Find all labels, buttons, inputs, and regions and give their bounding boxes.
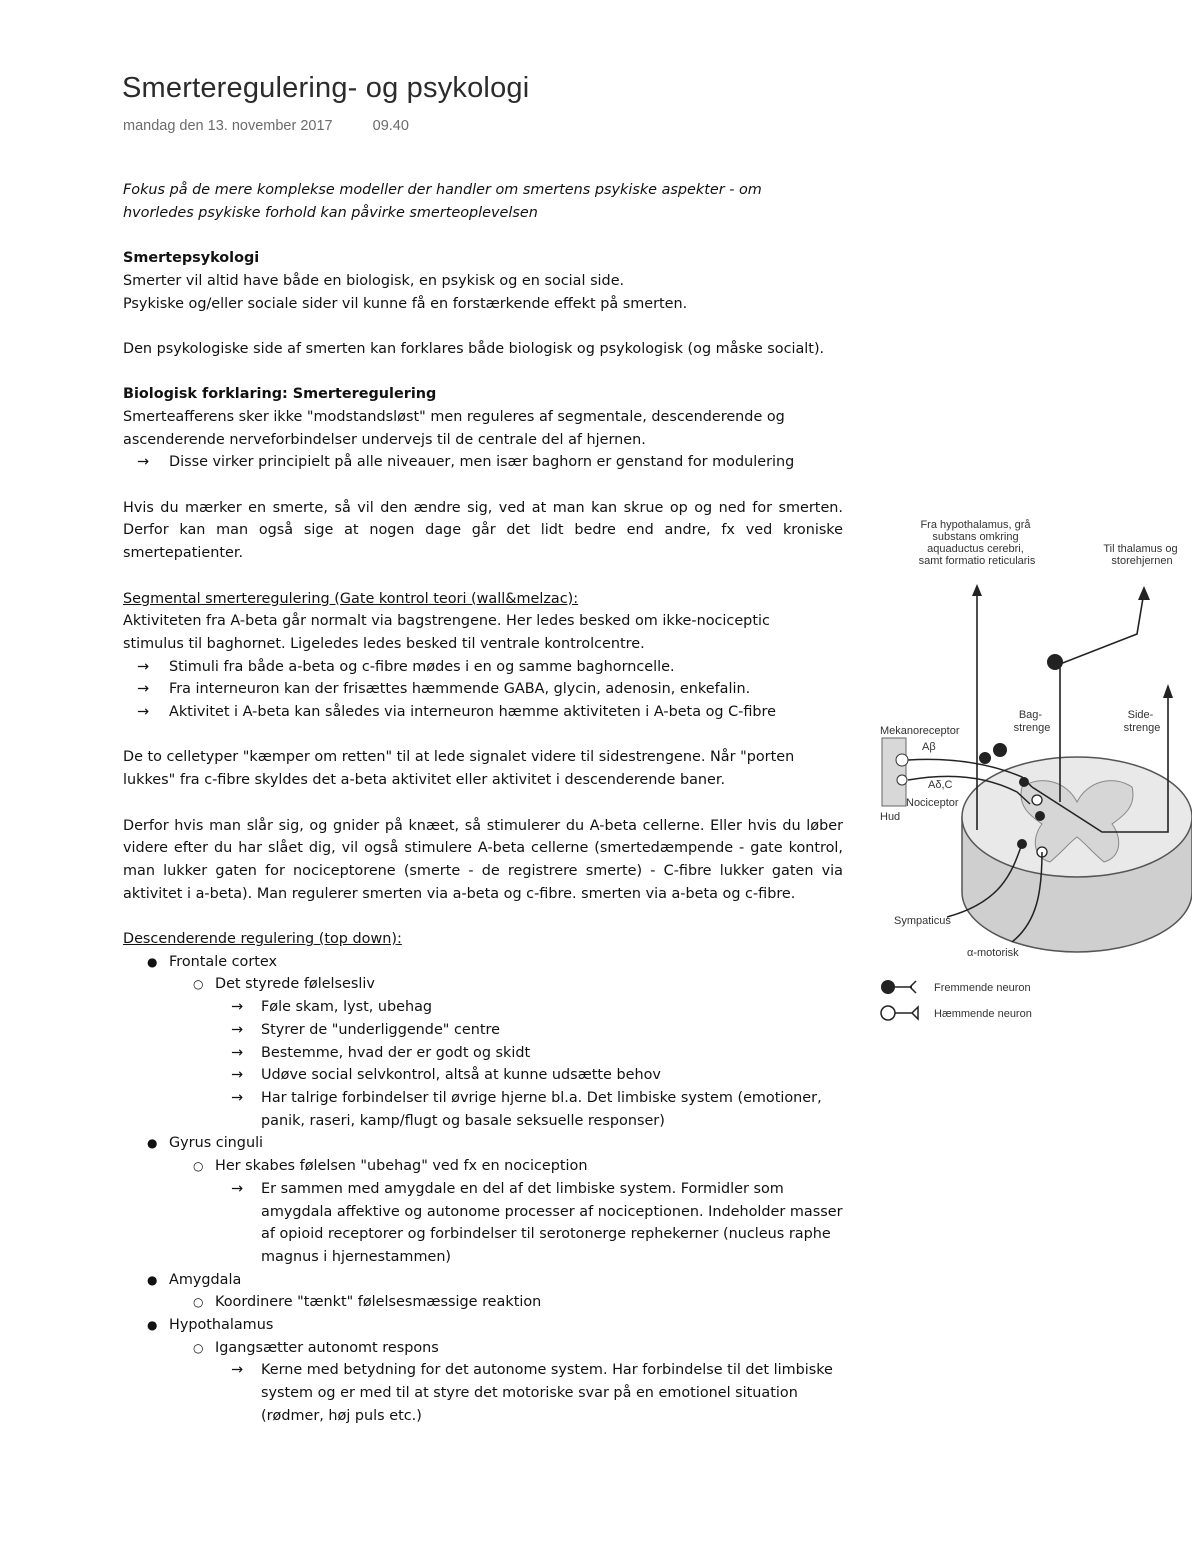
note-body xyxy=(123,179,843,1428)
page-title: Smerteregulering- og psykologi xyxy=(122,72,530,104)
arrow-icon: → xyxy=(137,658,150,675)
list-item: → Kerne med betydning for det autonome system. Har forbindelse til det limbiske system og er med til at styre det motoriske svar på en emotionel situation (rødmer, høj puls etc.) xyxy=(215,1359,855,1427)
paragraph: Hvis du mærker en smerte, så vil den ændre sig, ved at man kan skrue op og ned for smerten. Derfor kan man også sige at nogen dage går det lidt bedre end andre, fx ved kroniske smertepatienter. xyxy=(123,499,843,562)
arrow-icon: → xyxy=(137,454,150,471)
text-line: Smerteafferens sker ikke "modstandsløst" men reguleres af segmentale, descenderende og xyxy=(123,408,785,425)
list-item: → Bestemme, hvad der er godt og skidt xyxy=(215,1042,855,1065)
label-abeta: Aβ xyxy=(922,741,936,753)
paragraph: De to celletyper "kæmper om retten" til at lede signalet videre til sidestrengene. Når "porten lukkes" fra c-fibre skyldes det a-beta aktivitet eller aktivitet i descenderende baner. xyxy=(123,749,795,789)
heading-segmental: Segmental smerteregulering (Gate kontrol teori (wall&melzac): xyxy=(123,590,579,607)
label-nociceptor: Nociceptor xyxy=(906,797,959,809)
intro-line-1: Fokus på de mere komplekse modeller der handler om smertens psykiske aspekter - om xyxy=(123,182,762,198)
label-hud: Hud xyxy=(880,811,901,823)
excitatory-synapse xyxy=(1047,654,1063,670)
label-mekanoreceptor: Mekanoreceptor xyxy=(880,725,960,737)
list-item: ● Frontale cortex ○ Det styrede følelsesliv → Føle skam, lyst, ubehag → Styrer de "underliggende" centre → Bestemme, hvad der er godt og skidt → Udøve social selvkontrol, altså at kunne udsætte behov → Har talrige forbindelser til øvrige hjerne bl.a. Det limbiske system (emotioner, panik, raseri, kamp/flugt og basale seksuelle responser) xyxy=(123,951,843,1133)
page-metadata xyxy=(123,118,409,134)
list-item: ● Gyrus cinguli ○ Her skabes følelsen "ubehag" ved fx en nociception → Er sammen med amygdale en del af det limbiske system. Formidler som amygdala affektive og autonome processer af nociceptionen. Indeholder masser af opioid receptorer og forbindelser til serotonerge rephekerner (nucleus raphe magnus i hjernestammen) xyxy=(123,1132,843,1268)
bullet-list xyxy=(123,951,843,1428)
arrow-item: → Disse virker principielt på alle niveauer, men især baghorn er genstand for modulering xyxy=(123,451,843,474)
legend-inhibitory-icon xyxy=(881,1006,895,1020)
arrow-icon: → xyxy=(137,704,150,721)
spinal-cord-gate-diagram xyxy=(872,512,1192,1032)
bullet-icon: ● xyxy=(147,954,158,969)
label-sympaticus: Sympaticus xyxy=(894,915,951,927)
excitatory-synapse xyxy=(993,743,1007,757)
text-line: ascenderende nerveforbindelser undervejs til de centrale del af hjernen. xyxy=(123,431,646,448)
mechanoreceptor-icon xyxy=(896,754,908,766)
heading-smertepsykologi: Smertepsykologi xyxy=(123,250,260,267)
list-item: ○ Koordinere "tænkt" følelsesmæssige reaktion xyxy=(169,1291,843,1314)
heading-biologisk: Biologisk forklaring: Smerteregulering xyxy=(123,386,437,403)
nociceptor-icon xyxy=(897,775,907,785)
arrow-icon: → xyxy=(231,999,244,1016)
list-item: ● Hypothalamus ○ Igangsætter autonomt respons → Kerne med betydning for det autonome system. Har forbindelse til det limbiske system og er med til at styre det motoriske svar på en emotionel situation (rødmer, høj puls etc.) xyxy=(123,1314,843,1428)
skin-block xyxy=(882,738,906,806)
inhibitory-synapse xyxy=(1032,795,1042,805)
text-line: Psykiske og/eller sociale sider vil kunne få en forstærkende effekt på smerten. xyxy=(123,295,688,312)
list-item: → Har talrige forbindelser til øvrige hjerne bl.a. Det limbiske system (emotioner, panik, raseri, kamp/flugt og basale seksuelle responser) xyxy=(215,1087,855,1132)
page-date: mandag den 13. november 2017 xyxy=(123,118,333,134)
label-thalamus: Til thalamus og storehjernen xyxy=(1103,543,1178,567)
arrow-icon: → xyxy=(231,1044,244,1061)
paragraph: Derfor hvis man slår sig, og gnider på knæet, så stimulerer du A-beta cellerne. Eller hvis du løber videre efter du har slået dig, vil også stimulere A-beta cellerne (smertedæmpende - gate kontrol, man lukker gaten for nociceptorene (smerte - de registrere smerte) - C-fibre lukker gaten via aktivitet i a-beta). Man regulerer smerten via a-beta og c-fibre. smerten via a-beta og c-fibre. xyxy=(123,817,843,902)
label-bagstrenge: Bag- strenge xyxy=(1013,709,1051,734)
arrow-icon: → xyxy=(137,681,150,698)
page-time: 09.40 xyxy=(372,118,409,134)
legend-excitatory-icon xyxy=(881,980,895,994)
arrow-icon: → xyxy=(231,1362,244,1379)
label-sidestrenge: Side- strenge xyxy=(1123,709,1161,734)
intro-line-2: hvorledes psykiske forhold kan påvirke smerteoplevelsen xyxy=(123,204,538,221)
arrow-head xyxy=(1138,586,1150,600)
label-motorisk: α-motorisk xyxy=(967,947,1019,959)
text-line: Smerter vil altid have både en biologisk, en psykisk og en social side. xyxy=(123,272,625,289)
list-item: → Udøve social selvkontrol, altså at kunne udsætte behov xyxy=(215,1064,855,1087)
arrow-icon: → xyxy=(231,1090,244,1106)
arrow-item: → Fra interneuron kan der frisættes hæmmende GABA, glycin, adenosin, enkefalin. xyxy=(123,678,843,701)
list-item: → Styrer de "underliggende" centre xyxy=(215,1019,855,1042)
bullet-icon: ● xyxy=(147,1318,158,1333)
text-line: Den psykologiske side af smerten kan forklares både biologisk og psykologisk (og måske socialt). xyxy=(123,340,825,357)
arrow-icon: → xyxy=(231,1067,244,1084)
list-item: ○ Igangsætter autonomt respons → Kerne med betydning for det autonome system. Har forbindelse til det limbiske system og er med til at styre det motoriske svar på en emotionel situation (rødmer, høj puls etc.) xyxy=(169,1337,843,1428)
circle-bullet-icon: ○ xyxy=(193,1295,204,1310)
arrow-item: → Aktivitet i A-beta kan således via interneuron hæmme aktiviteten i A-beta og C-fibre xyxy=(123,701,843,724)
excitatory-synapse xyxy=(979,752,991,764)
list-item: ○ Her skabes følelsen "ubehag" ved fx en nociception → Er sammen med amygdale en del af det limbiske system. Formidler som amygdala affektive og autonome processer af nociceptionen. Indeholder masser af opioid receptorer og forbindelser til serotonerge rephekerner (nucleus raphe magnus i hjernestammen) xyxy=(169,1155,843,1269)
legend-inhibitory: Hæmmende neuron xyxy=(934,1008,1032,1020)
circle-bullet-icon: ○ xyxy=(193,1159,204,1174)
text-line: Aktiviteten fra A-beta går normalt via bagstrengene. Her ledes besked om ikke-nociceptic xyxy=(123,613,770,630)
list-item: → Føle skam, lyst, ubehag xyxy=(215,996,855,1019)
excitatory-synapse xyxy=(1035,811,1045,821)
text-line: stimulus til baghornet. Ligeledes ledes besked til ventrale kontrolcentre. xyxy=(123,635,645,652)
label-adelta-c: Aδ,C xyxy=(928,779,953,791)
list-item: ○ Det styrede følelsesliv → Føle skam, lyst, ubehag → Styrer de "underliggende" centre → Bestemme, hvad der er godt og skidt → Udøve social selvkontrol, altså at kunne udsætte behov → Har talrige forbindelser til øvrige hjerne bl.a. Det limbiske system (emotioner, panik, raseri, kamp/flugt og basale seksuelle responser) xyxy=(169,973,843,1132)
bullet-icon: ● xyxy=(147,1272,158,1287)
label-hypothalamus: Fra hypothalamus, grå substans omkring aquaductus cerebri, samt formatio reticularis xyxy=(918,519,1036,567)
arrow-head xyxy=(1163,684,1173,698)
list-item: → Er sammen med amygdale en del af det limbiske system. Formidler som amygdala affektive og autonome processer af nociceptionen. Indeholder masser af opioid receptorer og forbindelser til serotonerge rephekerner (nucleus raphe magnus i hjernestammen) xyxy=(215,1178,855,1269)
arrow-item: → Stimuli fra både a-beta og c-fibre mødes i en og samme baghorncelle. xyxy=(123,656,843,679)
excitatory-synapse xyxy=(1019,777,1029,787)
bullet-icon: ● xyxy=(147,1136,158,1151)
list-item: ● Amygdala ○ Koordinere "tænkt" følelsesmæssige reaktion xyxy=(123,1269,843,1314)
arrow-icon: → xyxy=(231,1180,244,1197)
circle-bullet-icon: ○ xyxy=(193,977,204,992)
legend-excitatory: Fremmende neuron xyxy=(934,982,1031,994)
heading-descenderende: Descenderende regulering (top down): xyxy=(123,931,402,948)
arrow-head xyxy=(972,584,982,596)
circle-bullet-icon: ○ xyxy=(193,1340,204,1355)
arrow-icon: → xyxy=(231,1021,244,1038)
